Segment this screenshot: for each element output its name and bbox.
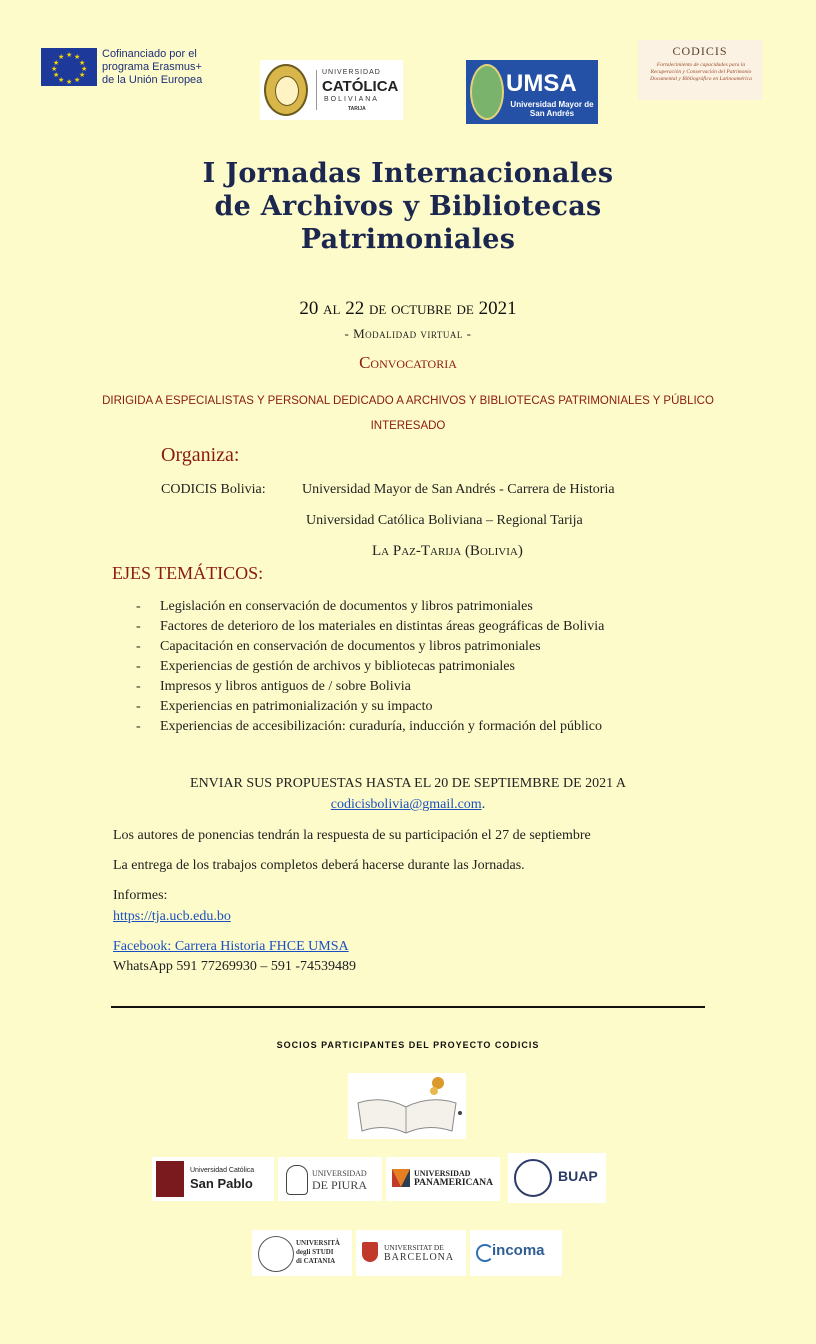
panamericana-line2: PANAMERICANA: [414, 1178, 493, 1188]
piura-logo: [278, 1157, 382, 1201]
list-item: - Factores de deterioro de los materiales en distintas áreas geográficas de Bolivia: [136, 617, 604, 637]
eu-flag-icon: ★ ★ ★ ★ ★ ★ ★ ★ ★ ★ ★ ★: [41, 48, 97, 86]
page-title: [0, 157, 816, 256]
whatsapp-text: WhatsApp 591 77269930 – 591 -74539489: [113, 959, 357, 974]
facebook-link[interactable]: Facebook: Carrera Historia FHCE UMSA: [113, 939, 349, 954]
catania-seal-icon: [258, 1236, 294, 1272]
codicis-bolivia-label: CODICIS Bolivia:: [161, 482, 266, 497]
ucb-line1: UNIVERSIDAD: [322, 69, 381, 76]
buap-name: BUAP: [558, 1168, 598, 1184]
piura-line1: UNIVERSIDAD: [312, 1169, 367, 1178]
catania-line2: degli STUDI: [296, 1248, 334, 1256]
san-pablo-line1: Universidad Católica: [190, 1167, 255, 1174]
organizer-1: Universidad Mayor de San Andrés - Carrera de Historia: [302, 482, 615, 497]
ucb-line3: BOLIVIANA: [324, 96, 379, 103]
panamericana-mark-icon: [392, 1169, 410, 1187]
erasmus-logo: [38, 46, 208, 92]
umsa-logo: [466, 60, 598, 124]
list-item: - Experiencias en patrimonialización y su impacto: [136, 697, 604, 717]
panamericana-logo: [386, 1157, 500, 1201]
eu-text-2: programa Erasmus+: [102, 61, 202, 73]
ucb-tarija-logo: [260, 60, 403, 120]
incoma-name: incoma: [492, 1242, 545, 1259]
socios-heading: SOCIOS PARTICIPANTES DEL PROYECTO CODICIS: [276, 1040, 540, 1050]
umsa-sub: Universidad Mayor de San Andrés: [510, 100, 594, 118]
san-pablo-shield-icon: [156, 1161, 184, 1197]
ejes-heading: EJES TEMÁTICOS:: [112, 563, 264, 583]
convocatoria-heading: Convocatoria: [359, 353, 457, 372]
panamericana-line1: UNIVERSIDAD: [414, 1169, 471, 1178]
piura-crest-icon: [286, 1165, 308, 1195]
codicis-name: CODICIS: [672, 44, 728, 58]
divider: [111, 1006, 705, 1008]
eu-text-1: Cofinanciado por el: [102, 48, 197, 60]
codicis-sub: Fortalecimiento de capacidades para la Recuperación y Conservación del Patrimonio Documental y Bibliográfico en Latinoamérica: [650, 62, 752, 82]
ejes-list: [136, 597, 604, 737]
barcelona-line1: UNIVERSITAT DE: [384, 1243, 444, 1252]
codicis-logo: [638, 40, 762, 100]
email-link[interactable]: codicisbolivia@gmail.com: [330, 797, 482, 812]
eu-text-3: de la Unión Europea: [102, 74, 203, 86]
email-line: codicisbolivia@gmail.com.: [330, 797, 486, 812]
informes-label: Informes:: [113, 888, 168, 903]
san-pablo-logo: [152, 1157, 274, 1201]
entrega-text: La entrega de los trabajos completos deberá hacerse durante las Jornadas.: [113, 858, 525, 873]
event-dates: 20 al 22 de octubre de 2021: [299, 298, 517, 319]
modality: - Modalidad virtual -: [344, 326, 472, 341]
barcelona-line2: BARCELONA: [384, 1252, 455, 1263]
open-book-image: [348, 1073, 466, 1139]
ucb-line2: CATÓLICA: [322, 78, 399, 95]
list-item: - Legislación en conservación de documentos y libros patrimoniales: [136, 597, 604, 617]
website-link[interactable]: https://tja.ucb.edu.bo: [113, 909, 231, 924]
barcelona-shield-icon: [362, 1242, 378, 1262]
list-item: - Capacitación en conservación de documentos y libros patrimoniales: [136, 637, 604, 657]
list-item: - Impresos y libros antiguos de / sobre Bolivia: [136, 677, 604, 697]
barcelona-logo: [356, 1230, 466, 1276]
catania-logo: [252, 1230, 352, 1276]
buap-seal-icon: [514, 1159, 552, 1197]
autores-text: Los autores de ponencias tendrán la respuesta de su participación el 27 de septiembre: [113, 828, 591, 843]
list-item: - Experiencias de accesibilización: curaduría, inducción y formación del público: [136, 717, 604, 737]
organizer-place: La Paz-Tarija (Bolivia): [372, 543, 523, 559]
umsa-seal-icon: [470, 64, 504, 120]
title-line-2: de Archivos y Bibliotecas: [214, 191, 602, 222]
organiza-heading: Organiza:: [161, 444, 240, 466]
umsa-name: UMSA: [506, 70, 577, 97]
audience-text: DIRIGIDA A ESPECIALISTAS Y PERSONAL DEDICADO A ARCHIVOS Y BIBLIOTECAS PATRIMONIALES Y PÚBLICO INTERESADO: [102, 395, 714, 432]
buap-logo: [508, 1153, 606, 1203]
ucb-seal-icon: [264, 64, 308, 116]
organizer-2: Universidad Católica Boliviana – Regional Tarija: [306, 513, 583, 528]
title-line-3: Patrimoniales: [300, 224, 516, 255]
incoma-logo: [470, 1230, 562, 1276]
piura-line2: DE PIURA: [312, 1178, 368, 1192]
list-item: - Experiencias de gestión de archivos y bibliotecas patrimoniales: [136, 657, 604, 677]
title-line-1: I Jornadas Internacionales: [202, 158, 614, 189]
catania-line3: di CATANIA: [296, 1257, 336, 1265]
san-pablo-line2: San Pablo: [190, 1176, 253, 1191]
catania-line1: UNIVERSITÀ: [296, 1239, 340, 1247]
submission-deadline: ENVIAR SUS PROPUESTAS HASTA EL 20 DE SEPTIEMBRE DE 2021 A: [190, 776, 626, 791]
ucb-line4: TARIJA: [348, 106, 366, 112]
